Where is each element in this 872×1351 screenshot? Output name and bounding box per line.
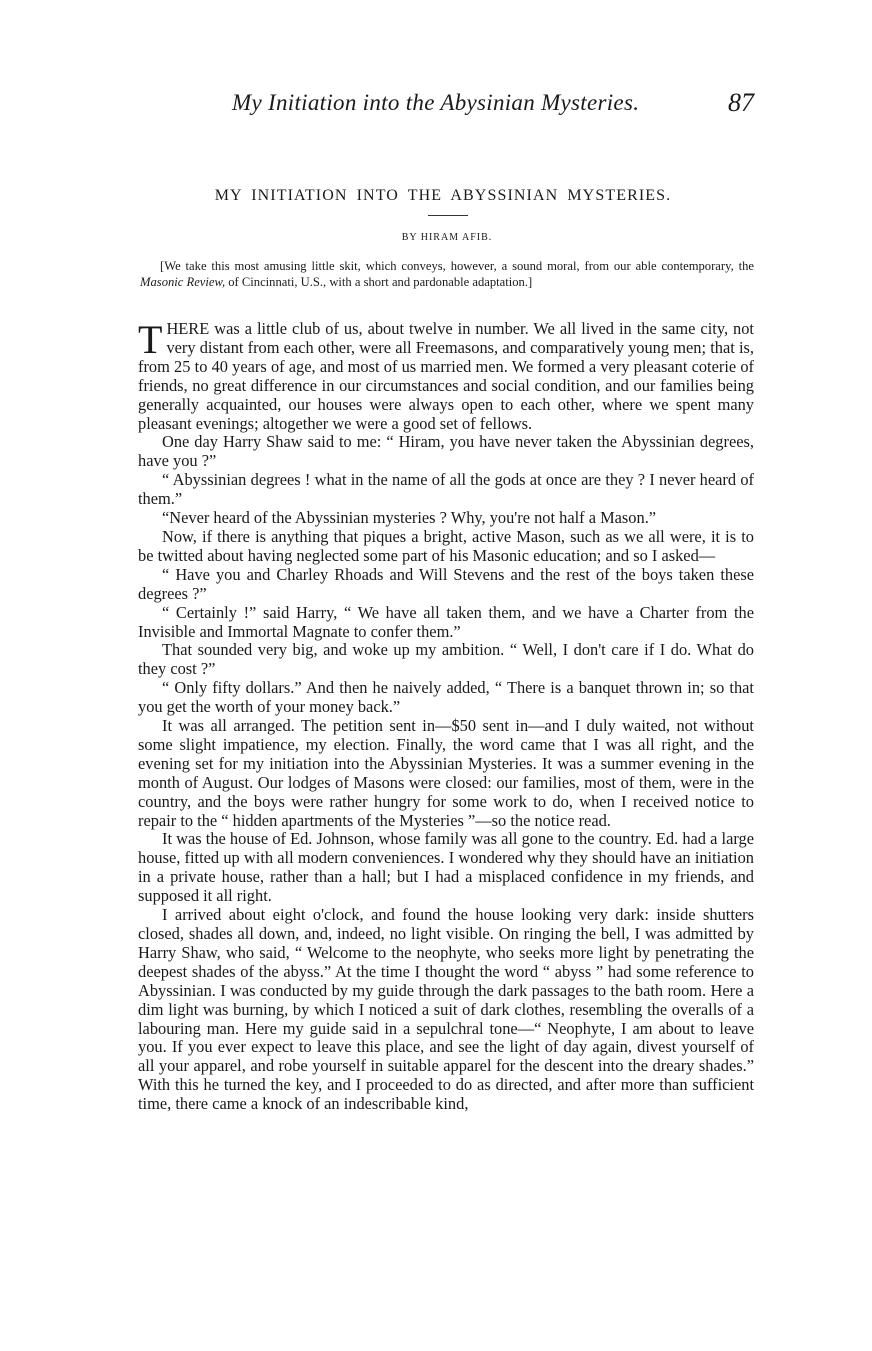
running-head xyxy=(0,90,872,130)
paragraph: “ Have you and Charley Rhoads and Will Stevens and the rest of the boys taken these degrees ?” xyxy=(138,564,754,603)
paragraph: One day Harry Shaw said to me: “ Hiram, you have never taken the Abyssinian degrees, have you ?” xyxy=(138,432,754,471)
paragraph: “ Certainly !” said Harry, “ We have all taken them, and we have a Charter from the Invisible and Immortal Magnate to confer them.” xyxy=(138,602,754,641)
paragraph: “ Only fifty dollars.” And then he naively added, “ There is a banquet thrown in; so that you get the worth of your money back.” xyxy=(138,678,754,717)
article-body xyxy=(138,317,754,1114)
paragraph xyxy=(138,317,754,433)
paragraph: “ Abyssinian degrees ! what in the name of all the gods at once are they ? I never heard of them.” xyxy=(138,470,754,509)
paragraph: It was the house of Ed. Johnson, whose family was all gone to the country. Ed. had a large house, fitted up with all modern conveniences. I wondered why they should have an initiation in a private house, rather than a hall; but I had a misplaced confidence in my friends, and supposed it all right. xyxy=(138,829,754,906)
editor-note-part1: [We take this most amusing little skit, which conveys, however, a sound moral, from our able contemporary, the xyxy=(160,259,754,273)
page-number: 87 xyxy=(728,88,754,117)
paragraph: “Never heard of the Abyssinian mysteries ? Why, you're not half a Mason.” xyxy=(162,508,657,528)
paragraph: That sounded very big, and woke up my ambition. “ Well, I don't care if I do. What do they cost ?” xyxy=(138,640,754,679)
editor-note-part2: of Cincinnati, U.S., with a short and pardonable adaptation.] xyxy=(225,275,533,289)
editor-note xyxy=(140,258,754,290)
title-rule xyxy=(428,215,468,216)
paragraph: Now, if there is anything that piques a bright, active Mason, such as we all were, it is to be twitted about having neglected some part of his Masonic education; and so I asked— xyxy=(138,526,754,565)
article-title: MY INITIATION INTO THE ABYSSINIAN MYSTERIES. xyxy=(214,187,672,204)
drop-cap: T xyxy=(138,317,163,362)
paragraph: It was all arranged. The petition sent in—$50 sent in—and I duly waited, not without some slight impatience, my election. Finally, the word came that I was all right, and the evening set for my initiation into the Abyssinian Mysteries. It was a summer evening in the month of August. Our lodges of Masons were closed: our families, most of them, were in the country, and the boys were rather hungry for some work to do, when I received notice to repair to the “ hidden apartments of the Mysteries ”—so the notice read. xyxy=(138,716,754,830)
paragraph-text: HERE was a little club of us, about twelve in number. We all lived in the same city, not very distant from each other, were all Freemasons, and comparatively young men; that is, from 25 to 40 years of age, and most of us married men. We formed a very pleasant coterie of friends, no great difference in our circumstances and social condition, and our families being generally acquainted, our houses were always open to each other, where we spent many pleasant evenings; altogether we were a good set of fellows. xyxy=(138,319,754,433)
article-byline: BY HIRAM AFIB. xyxy=(401,232,493,243)
editor-note-italic: Masonic Review, xyxy=(140,275,226,289)
paragraph: I arrived about eight o'clock, and found the house looking very dark: inside shutters closed, shades all down, and, indeed, no light visible. On ringing the bell, I was admitted by Harry Shaw, who said, “ Welcome to the neophyte, who seeks more light by penetrating the deepest shades of the abyss.” At the time I thought the word “ abyss ” had some reference to Abyssinian. I was conducted by my guide through the dark passages to the bath room. Here a dim light was burning, by which I noticed a suit of dark clothes, resembling the overalls of a labouring man. Here my guide said in a sepulchral tone—“ Neophyte, I am about to leave you. If you ever expect to leave this place, and see the light of day again, divest yourself of all your apparel, and robe yourself in suitable apparel for the descent into the dreary shades.” With this he turned the key, and I proceeded to do as directed, and after more than sufficient time, there came a knock of an indescribable kind, xyxy=(138,905,754,1114)
running-title: My Initiation into the Abysinian Mysteries. xyxy=(232,90,640,115)
